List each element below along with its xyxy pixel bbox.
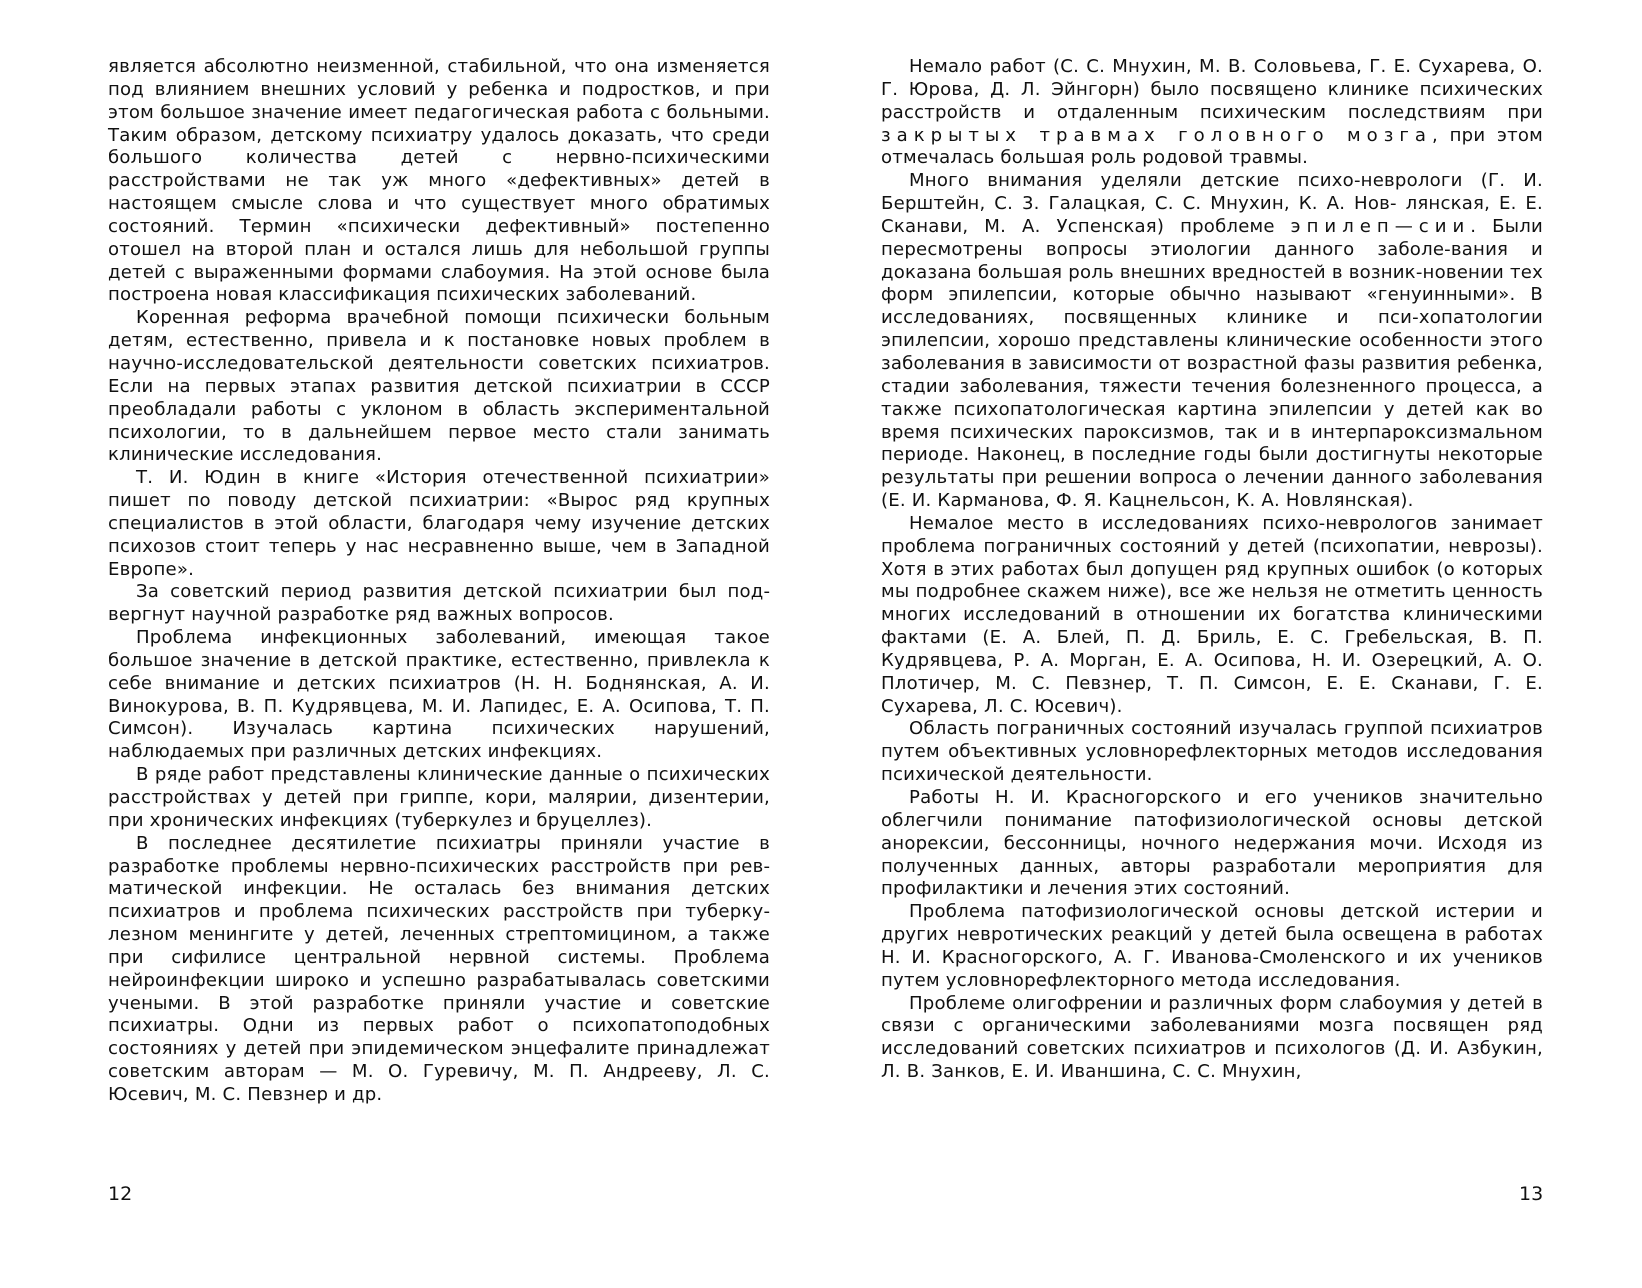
right-paragraph-1-start: Немало работ (С. С. Мнухин, М. В. Соловьева, Г. Е. Сухарева, О. Г. Юрова, Д. Л. Эйнгорн) было посвящено клинике психических расстройств и отдаленным психическим последствиям при: [881, 56, 1543, 123]
right-paragraph-5: Работы Н. И. Красногорского и его учеников значительно облегчили понимание патофизиологической основы детской анорексии, бессонницы, ночного недержания мочи. Исходя из полученных данных, авторы разработали мероприятия для профилактики и лечения этих состояний.: [881, 787, 1543, 900]
right-paragraph-2-start: Много внимания уделяли детские психо-неврологи (Г. И. Берштейн, С. 3. Галацкая, С. С. Мнухин, К. А. Нов- лянская, Е. Е. Сканави, М. А. Успенская) проблеме: [881, 170, 1543, 237]
right-paragraph-2-end: . Были пересмотрены вопросы этиологии данного заболе-вания и доказана большая роль внешних вредностей в возник-новении тех форм эпилепсии, которые обычно называют «генуинными». В исследованиях, посвященных клинике и пси-хопатологии эпилепсии, хорошо представлены клинические особенности этого заболевания в зависимости от возрастной фазы развития ребенка, стадии заболевания, тяжести течения болезненного процесса, а также психопатологическая картина эпилепсии у детей как во время психических пароксизмов, так и в интерпароксизмальном периоде. Наконец, в последние годы были достигнуты некоторые результаты при решении вопроса о лечении данного заболевания (Е. И. Карманова, Ф. Я. Кацнельсон, К. А. Новлянская).: [881, 215, 1544, 512]
page-number-right: 13: [1519, 1183, 1544, 1205]
left-paragraph-6: В ряде работ представлены клинические данные о психических расстройствах у детей при гриппе, кори, малярии, дизентерии, при хронических инфекциях (туберкулез и бруцеллез).: [108, 764, 770, 831]
left-paragraph-3: Т. И. Юдин в книге «История отечественной психиатрии» пишет по поводу детской психиатрии: «Вырос ряд крупных специалистов в этой области, благодаря чему изучение детских психозов стоит теперь у нас несравненно выше, чем в Западной Европе».: [108, 467, 770, 580]
right-paragraph-2: [881, 170, 1543, 513]
spaced-emphasis-text: закрытых травмах головного мозга: [881, 124, 1432, 146]
right-paragraph-1: [881, 56, 1543, 170]
right-paragraph-7: Проблеме олигофрении и различных форм слабоумия у детей в связи с органическими заболеваниями мозга посвящен ряд исследований советских психиатров и психологов (Д. И. Азбукин, Л. В. Занков, Е. И. Иваншина, С. С. Мнухин,: [881, 992, 1543, 1083]
right-paragraph-6: Проблема патофизиологической основы детской истерии и других невротических реакций у детей была освещена в работах Н. И. Красногорского, А. Г. Иванова-Смоленского и их учеников путем условнорефлекторного метода исследования.: [881, 901, 1543, 991]
left-page: [108, 56, 770, 1107]
right-paragraph-4: Область пограничных состояний изучалась группой психиатров путем объективных условнорефлекторных методов исследования психической деятельности.: [881, 718, 1543, 786]
right-paragraph-1-end: , при этом отмечалась большая роль родовой травмы.: [881, 124, 1543, 169]
left-paragraph-5: Проблема инфекционных заболеваний, имеющая такое большое значение в детской практике, естественно, привлекла к себе внимание и детских психиатров (Н. Н. Боднянская, А. И. Винокурова, В. П. Кудрявцева, М. И. Лапидес, Е. А. Осипова, Т. П. Симсон). Изучалась картина психических нарушений, наблюдаемых при различных детских инфекциях.: [108, 627, 770, 763]
left-paragraph-4: За советский период развития детской психиатрии был подвергнут научной разработке ряд важных вопросов.: [108, 581, 770, 626]
left-paragraph-7: В последнее десятилетие психиатры приняли участие в разработке проблемы нервно-психических расстройств при ревматической инфекции. Не осталась без внимания детских психиатров и проблема психических расстройств при туберкулезном менингите у детей, леченных стрептомицином, а также при сифилисе центральной нервной системы. Проблема нейроинфекции широко и успешно разрабатывалась советскими учеными. В этой разработке приняли участие и советские психиатры. Одни из первых работ о психопатоподобных состояниях у детей при эпидемическом энцефалите принадлежат советским авторам — М. О. Гуревичу, М. П. Андрееву, Л. С. Юсевич, М. С. Певзнер и др.: [108, 832, 770, 1105]
right-paragraph-3: Немалое место в исследованиях психо-неврологов занимает проблема пограничных состояний у детей (психопатии, неврозы). Хотя в этих работах был допущен ряд крупных ошибок (о которых мы подробнее скажем ниже), все же нельзя не отметить ценность многих исследований в отношении их богатства клиническими фактами (Е. А. Блей, П. Д. Бриль, Е. С. Гребельская, В. П. Кудрявцева, Р. А. Морган, Е. А. Осипова, Н. И. Озерецкий, А. О. Плотичер, М. С. Певзнер, Т. П. Симсон, Е. Е. Сканави, Г. Е. Сухарева, Л. С. Юсевич).: [881, 512, 1543, 717]
spaced-emphasis-text-2: эпилеп—сии: [1290, 215, 1471, 237]
left-paragraph-2: Коренная реформа врачебной помощи психически больным детям, естественно, привела и к постановке новых проблем в научно-исследовательской деятельности советских психиатров. Если на первых этапах развития детской психиатрии в СССР преобладали работы с уклоном в область экспериментальной психологии, то в дальнейшем первое место стали занимать клинические исследования.: [108, 307, 770, 466]
left-paragraph-1: является абсолютно неизменной, стабильной, что она изменяется под влиянием внешних условий у ребенка и подростков, и при этом большое значение имеет педагогическая работа с больными. Таким образом, детскому психиатру удалось доказать, что среди большого количества детей с нервно-психическими расстройствами не так уж много «дефективных» детей в настоящем смысле слова и что существует много обратимых состояний. Термин «психически дефективный» постепенно отошел на второй план и остался лишь для небольшой группы детей с выраженными формами слабоумия. На этой основе была построена новая классификация психических заболеваний.: [108, 56, 770, 306]
right-page: [881, 56, 1543, 1084]
page-number-left: 12: [108, 1183, 133, 1205]
